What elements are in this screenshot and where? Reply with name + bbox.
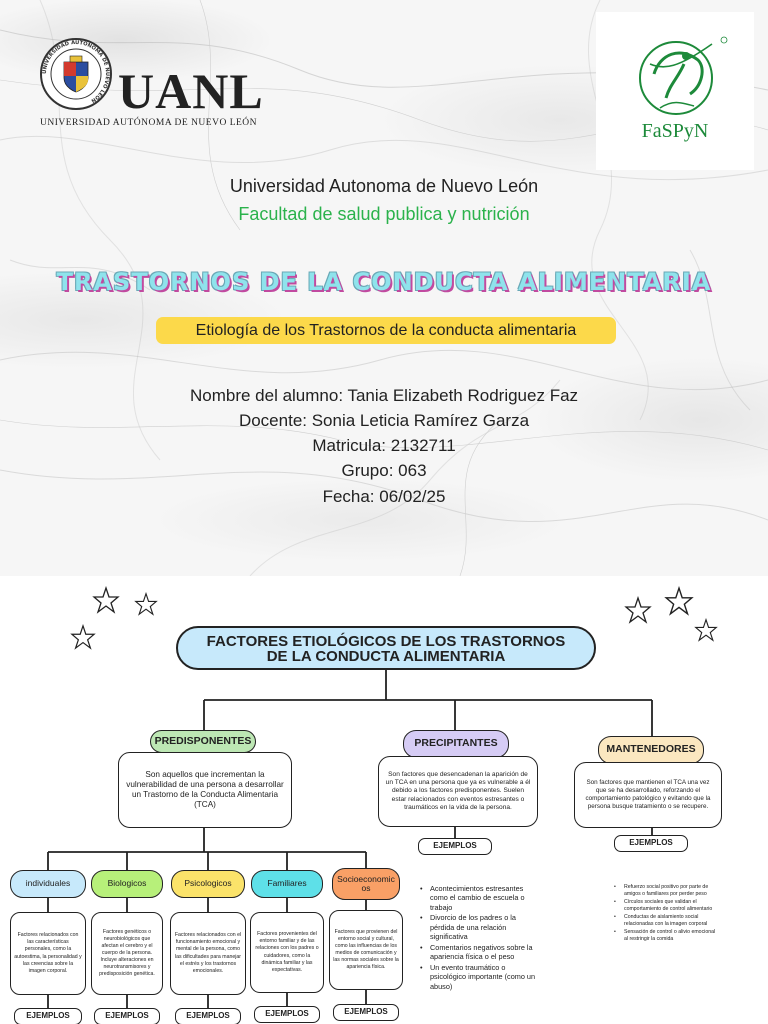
faspyn-wordmark: FaSPyN (641, 120, 709, 142)
socioeconomicos-examples-label: EJEMPLOS (333, 1004, 399, 1021)
list-item: • Refuerzo social positivo por parte de amigos o familiares por perder peso (614, 884, 716, 898)
map-title (176, 626, 596, 670)
mantenedores-examples-label: EJEMPLOS (614, 835, 688, 852)
uanl-seal-icon (40, 38, 112, 110)
faculty-name: Facultad de salud publica y nutrición (238, 204, 530, 224)
precipitantes-description: Son factores que desencadenan la aparición de un TCA en una persona que ya es vulnerable a él debido a los factores predisponentes. Suelen estar relacionados con eventos estresantes o traumáticos en la vida de la persona. (378, 756, 538, 827)
date: Fecha: 06/02/25 (322, 487, 446, 506)
star-icon (694, 618, 718, 642)
subtype-socioeconomicos: Socioeconomicos (332, 868, 400, 900)
star-icon (624, 596, 652, 624)
subtype-biologicos: Biologicos (91, 870, 163, 898)
predisponentes-node: PREDISPONENTES (150, 730, 256, 753)
list-item: • Divorcio de los padres o la pérdida de una relación significativa (420, 913, 538, 941)
precipitantes-examples-list (420, 884, 538, 992)
subtype-individuales-description: Factores relacionados con las características personales, como la autoestima, la personalidad y las creencias sobre la imagen corporal. (10, 912, 86, 995)
star-icon (134, 592, 158, 616)
uanl-subtitle: UNIVERSIDAD AUTÓNOMA DE NUEVO LEÓN (40, 118, 258, 128)
precipitantes-node: PRECIPITANTES (403, 730, 509, 758)
student-name: Nombre del alumno: Tania Elizabeth Rodriguez Faz (189, 386, 579, 405)
teacher-name: Docente: Sonia Leticia Ramírez Garza (238, 411, 530, 430)
subtype-familiares-description: Factores provenientes del entorno familiar y de las relaciones con los padres o cuidadores, como la dinámica familiar y las expectativas. (250, 912, 324, 993)
list-item: • Sensación de control o alivio emocional al restringir la comida (614, 929, 716, 943)
concept-map (0, 576, 768, 1024)
psicologicos-examples-label: EJEMPLOS (175, 1008, 241, 1024)
list-item: • Un evento traumático o psicológico importante (como un abuso) (420, 963, 538, 991)
precipitantes-examples-label: EJEMPLOS (418, 838, 492, 855)
predisponentes-description: Son aquellos que incrementan la vulnerabilidad de una persona a desarrollar un Trastorno de la Conducta Alimentaria (TCA) (118, 752, 292, 828)
familiares-examples-label: EJEMPLOS (254, 1006, 320, 1023)
document-title: TRASTORNOS DE LA CONDUCTA ALIMENTARIA (56, 268, 712, 296)
group-number: Grupo: 063 (341, 461, 427, 480)
mantenedores-examples-list (614, 884, 716, 944)
svg-text:UNIVERSIDAD AUTONOMA DE NUEVO: UNIVERSIDAD AUTONOMA DE NUEVO LEON (41, 39, 111, 104)
subtype-psicologicos: Psicologicos (171, 870, 245, 898)
mantenedores-node: MANTENEDORES (598, 736, 704, 764)
list-item: • Círculos sociales que validan el comportamiento de control alimentario (614, 899, 716, 913)
document-subtitle: Etiología de los Trastornos de la conducta alimentaria (156, 317, 616, 344)
star-icon (92, 586, 120, 614)
subtype-psicologicos-description: Factores relacionados con el funcionamiento emocional y mental de la persona, como las dificultades para manejar el estrés y los trastornos emocionales. (170, 912, 246, 995)
individuales-examples-label: EJEMPLOS (14, 1008, 82, 1024)
university-name: Universidad Autonoma de Nuevo León (229, 176, 539, 196)
faspyn-logo-icon (620, 34, 732, 120)
mantenedores-description: Son factores que mantienen el TCA una vez que se ha desarrollado, reforzando el comportamiento patológico y evitando que la persona busque tratamiento o se recupere. (574, 762, 722, 828)
biologicos-examples-label: EJEMPLOS (94, 1008, 160, 1024)
subtype-socioeconomicos-description: Factores que provienen del entorno social y cultural, como las influencias de los medios de comunicación y las normas sociales sobre la apariencia física. (329, 910, 403, 990)
star-icon (664, 586, 694, 616)
list-item: • Conductas de aislamiento social relacionadas con la imagen corporal (614, 914, 716, 928)
map-title-line-1: FACTORES ETIOLÓGICOS DE LOS TRASTORNOS (206, 633, 566, 650)
subtype-individuales: individuales (10, 870, 86, 898)
student-id: Matricula: 2132711 (312, 436, 456, 455)
map-title-line-2: DE LA CONDUCTA ALIMENTARIA (266, 648, 506, 665)
uanl-wordmark: UANL (118, 63, 264, 119)
subtype-familiares: Familiares (251, 870, 323, 898)
list-item: • Acontecimientos estresantes como el cambio de escuela o trabajo (420, 884, 538, 912)
star-icon (70, 624, 96, 650)
list-item: • Comentarios negativos sobre la apariencia física o el peso (420, 943, 538, 962)
subtype-biologicos-description: Factores genéticos o neurobiológicos que afectan el cerebro y el cuerpo de la persona. Incluye alteraciones en neurotransmisores y predisposición genética. (91, 912, 163, 995)
